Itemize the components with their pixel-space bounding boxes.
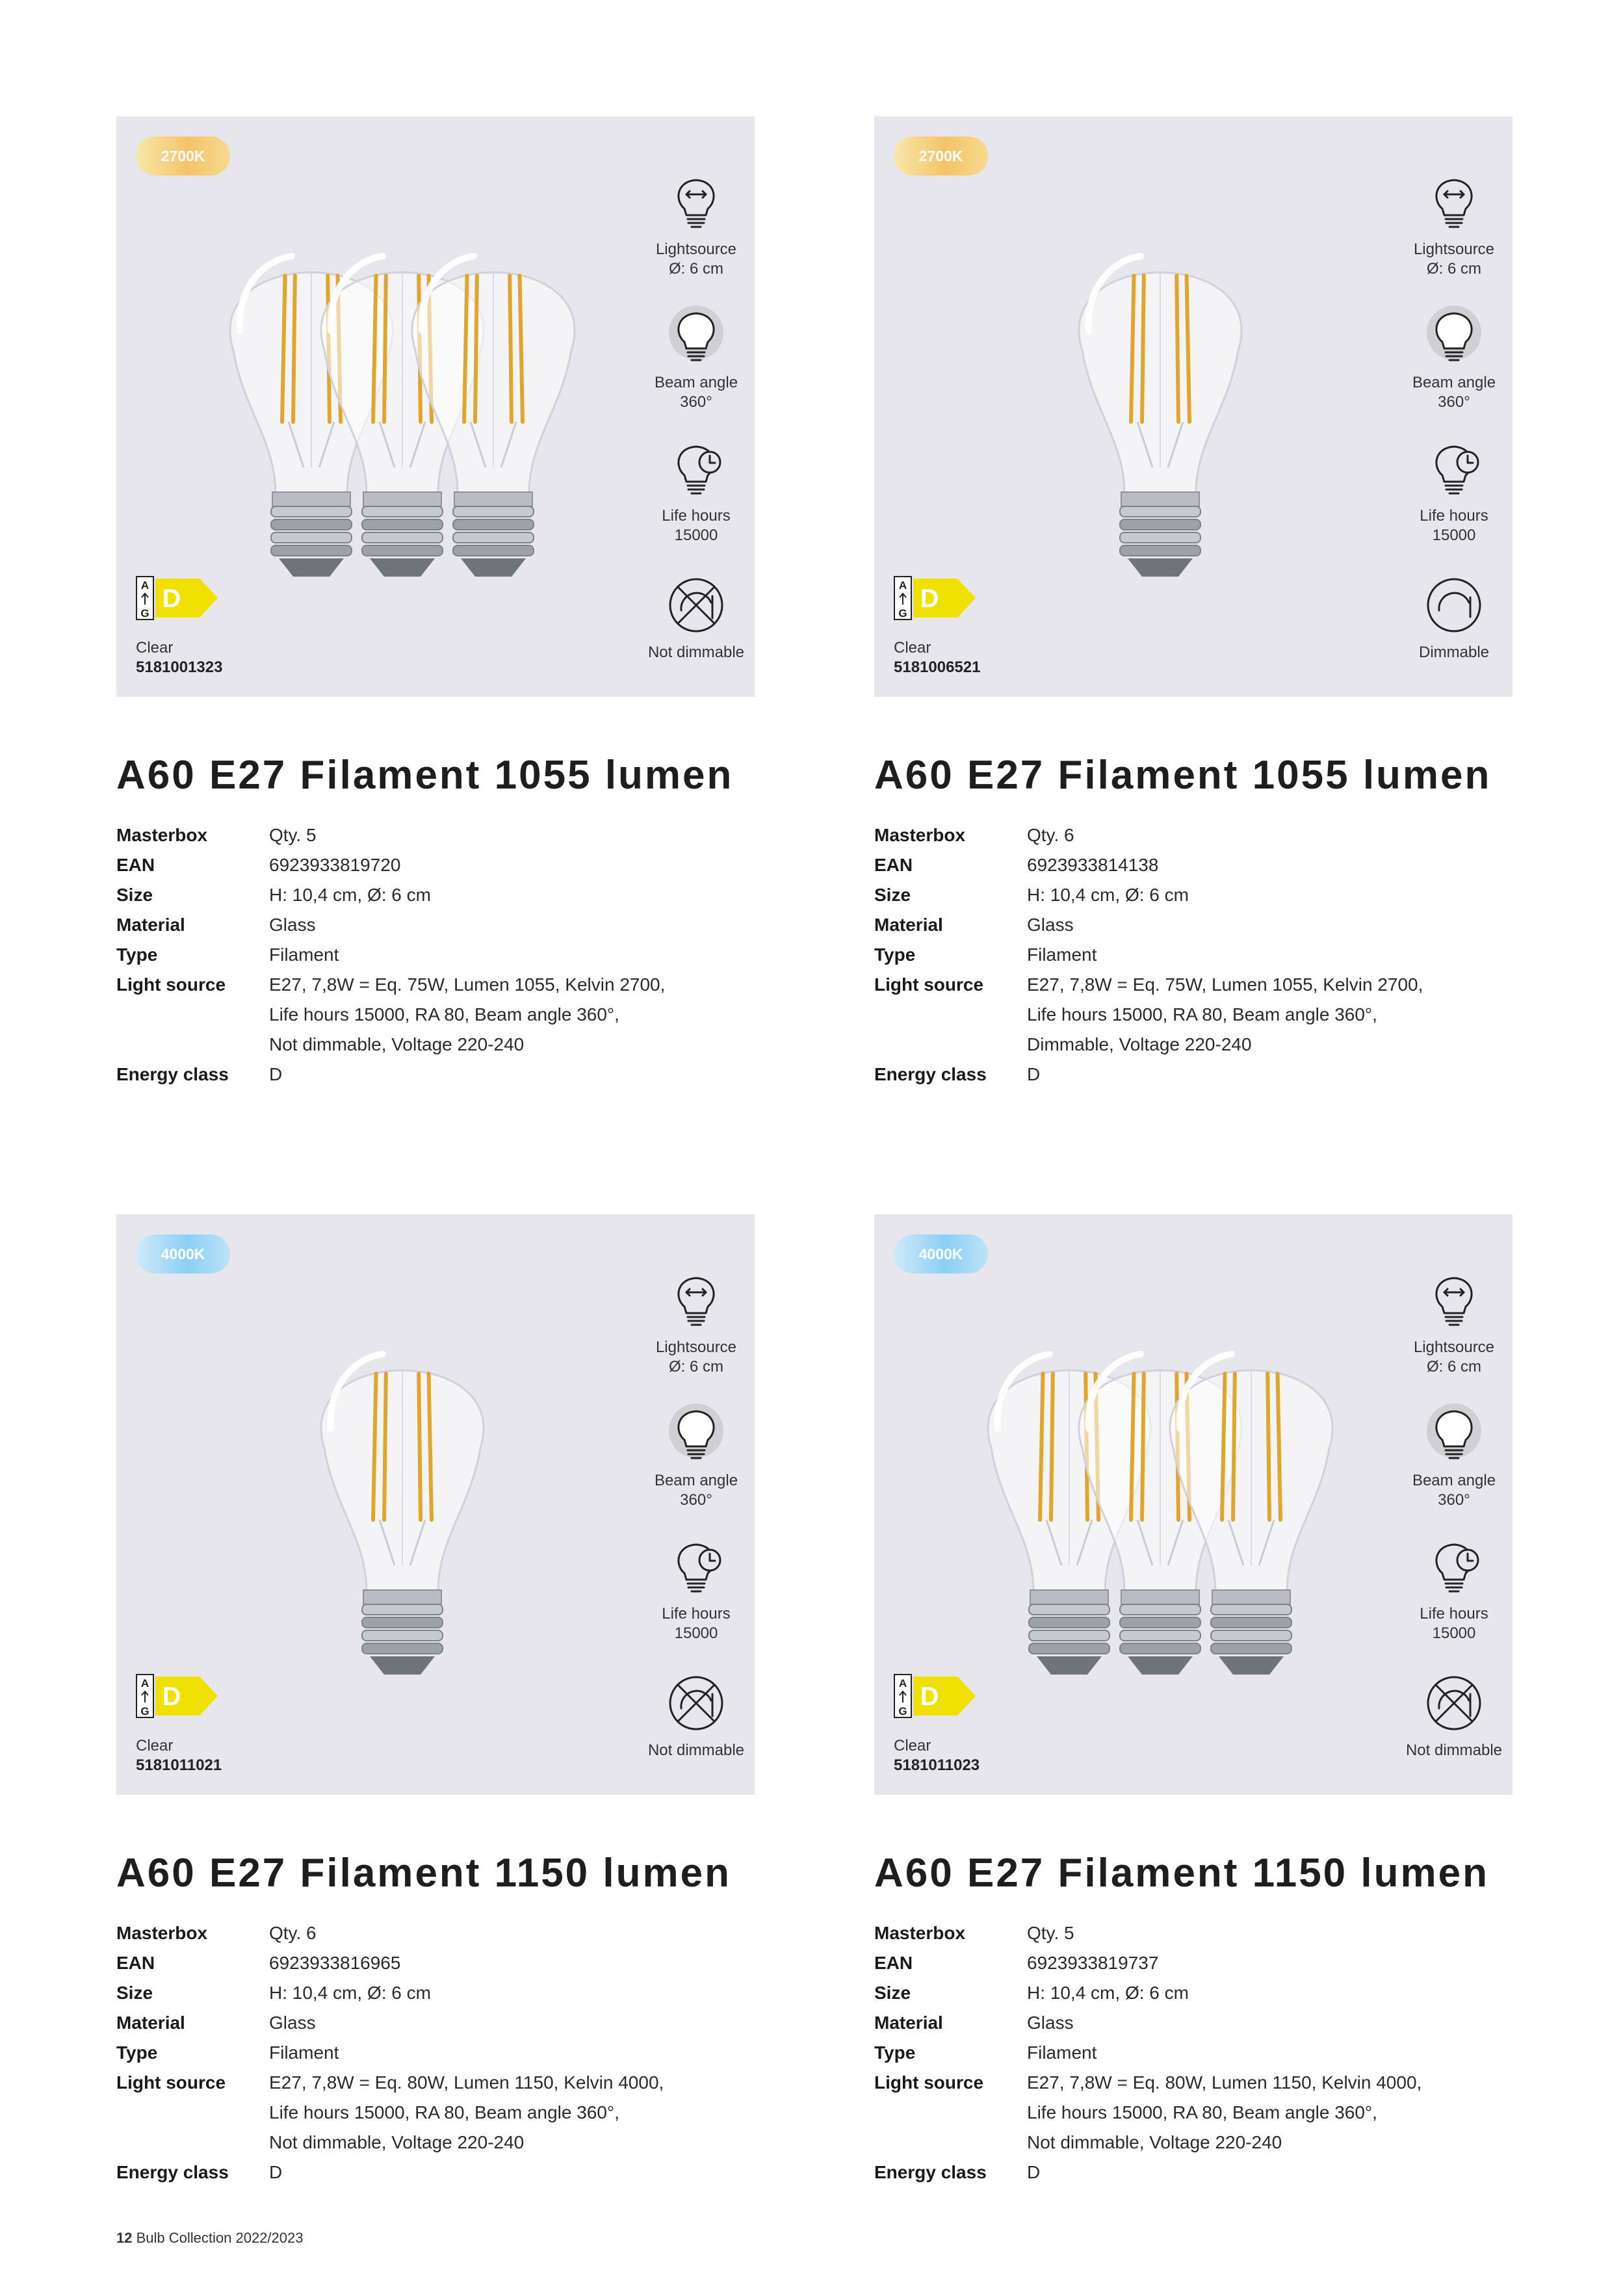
spec-value — [1027, 970, 1513, 1060]
publication-title: Bulb Collection 2022/2023 — [136, 2230, 304, 2246]
spec-label: Type — [116, 2042, 158, 2063]
spec-row — [116, 1060, 755, 1089]
product-card-1 — [116, 116, 755, 1089]
bulb-drawing — [920, 1292, 1401, 1721]
spec-value-line: E27, 7,8W = Eq. 75W, Lumen 1055, Kelvin 2700, — [1027, 974, 1423, 995]
finish-label: Clear — [894, 639, 931, 657]
bulb-diameter-icon — [1425, 1266, 1483, 1338]
product-title: A60 E27 Filament 1055 lumen — [116, 753, 734, 798]
feature-life-hours — [1396, 1533, 1513, 1643]
feature-label: 360° — [680, 393, 712, 411]
spec-value-line: E27, 7,8W = Eq. 75W, Lumen 1055, Kelvin 2700, — [269, 974, 666, 995]
spec-value-line: H: 10,4 cm, Ø: 6 cm — [1027, 885, 1189, 905]
feature-not-dimmable — [638, 571, 755, 662]
spec-label: Material — [116, 915, 185, 935]
spec-label: Energy class — [116, 1064, 229, 1084]
spec-value — [269, 1918, 755, 1948]
product-code: 5181006521 — [894, 659, 981, 676]
product-code: 5181011023 — [894, 1756, 980, 1774]
spec-value — [269, 880, 755, 910]
spec-value — [1027, 2038, 1513, 2068]
product-image-panel — [874, 116, 1513, 697]
spec-value-line: D — [1027, 2162, 1041, 2182]
spec-value-line: H: 10,4 cm, Ø: 6 cm — [269, 1983, 431, 2003]
spec-value-line: Filament — [1027, 2042, 1097, 2063]
spec-row — [874, 2068, 1513, 2158]
bulb-diameter-icon — [667, 168, 725, 240]
spec-value-line: 6923933819737 — [1027, 1953, 1159, 1973]
kelvin-badge: 2700K — [894, 137, 988, 176]
spec-row — [874, 2158, 1513, 2187]
feature-beam-angle — [1396, 1400, 1513, 1510]
feature-bulb-diameter — [638, 1266, 755, 1377]
feature-label: 15000 — [674, 1624, 718, 1642]
not-dimmable-icon — [1425, 1669, 1483, 1741]
spec-table — [116, 820, 755, 1089]
feature-beam-angle — [638, 1400, 755, 1510]
spec-label: Size — [116, 885, 153, 905]
feature-label: 360° — [1438, 393, 1470, 411]
spec-value — [269, 2068, 755, 2158]
spec-value-line: Glass — [1027, 2013, 1074, 2033]
spec-value-line: Life hours 15000, RA 80, Beam angle 360°, — [269, 2102, 619, 2122]
spec-row — [116, 970, 755, 1060]
product-title: A60 E27 Filament 1150 lumen — [874, 1851, 1489, 1896]
page-footer — [116, 2230, 303, 2247]
finish-label: Clear — [136, 1737, 174, 1755]
spec-value — [1027, 850, 1513, 880]
energy-scale-bottom: G — [140, 1705, 149, 1717]
spec-row — [116, 1918, 755, 1948]
spec-label: Light source — [874, 2072, 984, 2093]
spec-label: Type — [874, 2042, 916, 2063]
feature-label: Life hours — [1420, 1605, 1488, 1623]
energy-class-arrow — [894, 1674, 978, 1719]
spec-row — [874, 820, 1513, 850]
spec-value — [1027, 940, 1513, 970]
bulb-illustration — [162, 1292, 643, 1721]
feature-label: 15000 — [674, 527, 718, 544]
spec-label: Energy class — [116, 2162, 229, 2182]
spec-value — [269, 1948, 755, 1978]
spec-row — [874, 1978, 1513, 2008]
feature-bulb-diameter — [1396, 1266, 1513, 1377]
energy-label-icon — [136, 1674, 220, 1723]
spec-value-line: Filament — [269, 945, 339, 965]
spec-value-line: D — [269, 1064, 283, 1084]
feature-label: Life hours — [662, 1605, 731, 1623]
spec-value-line: Life hours 15000, RA 80, Beam angle 360°, — [269, 1004, 619, 1024]
kelvin-badge: 4000K — [136, 1234, 230, 1273]
product-card-2 — [874, 116, 1513, 1089]
energy-scale-top: A — [140, 579, 149, 592]
spec-label: Type — [874, 945, 916, 965]
spec-value-line: H: 10,4 cm, Ø: 6 cm — [1027, 1983, 1189, 2003]
feature-dimmable — [1396, 571, 1513, 662]
spec-value-line: E27, 7,8W = Eq. 80W, Lumen 1150, Kelvin 4000, — [1027, 2072, 1422, 2093]
spec-label: Size — [874, 885, 911, 905]
spec-label: EAN — [116, 1953, 155, 1973]
beam-angle-icon — [1425, 1400, 1483, 1471]
spec-value-line: Filament — [269, 2042, 339, 2063]
spec-value — [1027, 1978, 1513, 2008]
spec-label: Material — [874, 2013, 943, 2033]
spec-label: Light source — [116, 974, 226, 995]
energy-class-arrow — [894, 576, 978, 621]
spec-value — [1027, 2158, 1513, 2187]
spec-value — [269, 970, 755, 1060]
spec-value-line: Not dimmable, Voltage 220-240 — [1027, 2132, 1282, 2152]
spec-table — [874, 1918, 1513, 2187]
spec-row — [116, 1978, 755, 2008]
spec-row — [874, 2038, 1513, 2068]
spec-value-line: Glass — [269, 915, 316, 935]
life-hours-icon — [667, 1533, 725, 1604]
product-image-panel — [116, 1214, 755, 1795]
feature-label: 15000 — [1432, 527, 1476, 544]
feature-label: Not dimmable — [647, 1742, 745, 1759]
spec-value — [269, 940, 755, 970]
spec-label: Masterbox — [116, 825, 208, 845]
not-dimmable-icon — [667, 571, 725, 643]
energy-scale-top: A — [898, 579, 907, 592]
spec-value — [1027, 880, 1513, 910]
spec-row — [874, 910, 1513, 940]
product-title: A60 E27 Filament 1150 lumen — [116, 1851, 731, 1896]
spec-row — [116, 850, 755, 880]
spec-value — [269, 2008, 755, 2038]
product-code: 5181011021 — [136, 1756, 222, 1774]
spec-value-line: Not dimmable, Voltage 220-240 — [269, 1034, 525, 1054]
spec-table — [874, 820, 1513, 1089]
feature-label: Beam angle — [1412, 374, 1496, 391]
spec-row — [116, 1948, 755, 1978]
spec-value-line: 6923933814138 — [1027, 855, 1159, 875]
page-number: 12 — [116, 2230, 133, 2246]
spec-row — [116, 940, 755, 970]
kelvin-badge: 2700K — [136, 137, 230, 176]
feature-life-hours — [638, 1533, 755, 1643]
spec-row — [116, 820, 755, 850]
feature-label: Lightsource — [1413, 241, 1495, 258]
spec-label: Masterbox — [874, 1923, 966, 1943]
spec-row — [116, 2068, 755, 2158]
energy-scale-bottom: G — [140, 607, 149, 620]
spec-label: EAN — [874, 855, 913, 875]
feature-life-hours — [1396, 435, 1513, 545]
energy-label-icon — [894, 1674, 978, 1723]
spec-value-line: H: 10,4 cm, Ø: 6 cm — [269, 885, 431, 905]
spec-row — [116, 880, 755, 910]
product-image-panel — [874, 1214, 1513, 1795]
feature-label: Ø: 6 cm — [1426, 1358, 1481, 1376]
spec-row — [874, 970, 1513, 1060]
feature-beam-angle — [1396, 302, 1513, 412]
feature-label: Ø: 6 cm — [1426, 260, 1481, 278]
beam-angle-icon — [1425, 302, 1483, 373]
energy-scale-bottom: G — [898, 607, 907, 620]
spec-value — [269, 1060, 755, 1089]
feature-label: Beam angle — [654, 1472, 738, 1489]
spec-label: Size — [116, 1983, 153, 2003]
spec-row — [874, 1060, 1513, 1089]
not-dimmable-icon — [667, 1669, 725, 1741]
beam-angle-icon — [667, 302, 725, 373]
spec-value — [269, 2158, 755, 2187]
product-card-4 — [874, 1214, 1513, 2187]
spec-row — [116, 2008, 755, 2038]
life-hours-icon — [667, 435, 725, 506]
feature-not-dimmable — [1396, 1669, 1513, 1760]
spec-row — [874, 2008, 1513, 2038]
spec-value — [269, 820, 755, 850]
spec-value-line: Dimmable, Voltage 220-240 — [1027, 1034, 1252, 1054]
spec-label: Material — [116, 2013, 185, 2033]
spec-value-line: Life hours 15000, RA 80, Beam angle 360°, — [1027, 1004, 1377, 1024]
spec-value — [269, 1978, 755, 2008]
spec-label: Light source — [874, 974, 984, 995]
spec-value-line: Qty. 6 — [1027, 825, 1074, 845]
spec-value-line: Glass — [269, 2013, 316, 2033]
spec-label: Energy class — [874, 1064, 987, 1084]
finish-label: Clear — [894, 1737, 931, 1755]
bulb-illustration — [920, 1292, 1401, 1721]
spec-value-line: 6923933816965 — [269, 1953, 401, 1973]
spec-value-line: D — [1027, 1064, 1041, 1084]
spec-label: Masterbox — [116, 1923, 208, 1943]
spec-value — [1027, 1918, 1513, 1948]
feature-label: Life hours — [662, 507, 731, 525]
kelvin-badge: 4000K — [894, 1234, 988, 1273]
feature-label: 15000 — [1432, 1624, 1476, 1642]
spec-value — [269, 910, 755, 940]
bulb-drawing — [920, 194, 1401, 623]
feature-label: Lightsource — [1413, 1338, 1495, 1356]
spec-label: EAN — [874, 1953, 913, 1973]
product-code: 5181001323 — [136, 659, 223, 676]
spec-value-line: Life hours 15000, RA 80, Beam angle 360°, — [1027, 2102, 1377, 2122]
life-hours-icon — [1425, 1533, 1483, 1604]
feature-label: Ø: 6 cm — [668, 1358, 723, 1376]
spec-row — [874, 850, 1513, 880]
feature-label: 360° — [680, 1491, 712, 1509]
dimmable-icon — [1425, 571, 1483, 643]
feature-label: Dimmable — [1418, 644, 1490, 661]
product-title: A60 E27 Filament 1055 lumen — [874, 753, 1492, 798]
spec-row — [874, 880, 1513, 910]
finish-label: Clear — [136, 639, 174, 657]
spec-value-line: Filament — [1027, 945, 1097, 965]
feature-bulb-diameter — [1396, 168, 1513, 279]
spec-label: Energy class — [874, 2162, 987, 2182]
energy-class-arrow — [136, 1674, 220, 1719]
feature-label: Lightsource — [655, 1338, 737, 1356]
feature-label: 360° — [1438, 1491, 1470, 1509]
feature-label: Lightsource — [655, 241, 737, 258]
bulb-illustration — [920, 194, 1401, 623]
bulb-diameter-icon — [667, 1266, 725, 1338]
spec-value-line: Qty. 5 — [269, 825, 317, 845]
spec-row — [874, 1918, 1513, 1948]
spec-value-line: Qty. 6 — [269, 1923, 317, 1943]
feature-label: Beam angle — [1412, 1472, 1496, 1489]
energy-label-icon — [894, 576, 978, 625]
spec-label: Light source — [116, 2072, 226, 2093]
spec-value — [1027, 910, 1513, 940]
spec-label: Size — [874, 1983, 911, 2003]
feature-label: Ø: 6 cm — [668, 260, 723, 278]
spec-value — [269, 850, 755, 880]
spec-value — [1027, 820, 1513, 850]
spec-value — [1027, 1948, 1513, 1978]
spec-value-line: 6923933819720 — [269, 855, 401, 875]
feature-bulb-diameter — [638, 168, 755, 279]
spec-label: Material — [874, 915, 943, 935]
spec-row — [874, 940, 1513, 970]
feature-not-dimmable — [638, 1669, 755, 1760]
feature-label: Life hours — [1420, 507, 1488, 525]
feature-label: Beam angle — [654, 374, 738, 391]
spec-row — [116, 2158, 755, 2187]
spec-value — [269, 2038, 755, 2068]
spec-value-line: E27, 7,8W = Eq. 80W, Lumen 1150, Kelvin 4000, — [269, 2072, 664, 2093]
feature-beam-angle — [638, 302, 755, 412]
spec-value — [1027, 2068, 1513, 2158]
energy-class-letter: D — [162, 584, 181, 613]
spec-value — [1027, 1060, 1513, 1089]
product-image-panel — [116, 116, 755, 697]
bulb-illustration — [162, 194, 643, 623]
energy-label-icon — [136, 576, 220, 625]
spec-value-line: Not dimmable, Voltage 220-240 — [269, 2132, 525, 2152]
spec-row — [116, 910, 755, 940]
product-card-3 — [116, 1214, 755, 2187]
bulb-drawing — [162, 194, 643, 623]
energy-scale-bottom: G — [898, 1705, 907, 1717]
energy-class-letter: D — [162, 1682, 181, 1711]
bulb-diameter-icon — [1425, 168, 1483, 240]
energy-scale-top: A — [140, 1677, 149, 1689]
spec-row — [116, 2038, 755, 2068]
spec-label: Type — [116, 945, 158, 965]
energy-scale-top: A — [898, 1677, 907, 1689]
spec-label: Masterbox — [874, 825, 966, 845]
spec-table — [116, 1918, 755, 2187]
feature-label: Not dimmable — [1405, 1742, 1503, 1759]
life-hours-icon — [1425, 435, 1483, 506]
feature-life-hours — [638, 435, 755, 545]
spec-row — [874, 1948, 1513, 1978]
spec-value — [1027, 2008, 1513, 2038]
feature-label: Not dimmable — [647, 644, 745, 661]
energy-class-letter: D — [920, 584, 939, 613]
energy-class-arrow — [136, 576, 220, 621]
bulb-drawing — [162, 1292, 643, 1721]
spec-value-line: Qty. 5 — [1027, 1923, 1074, 1943]
beam-angle-icon — [667, 1400, 725, 1471]
energy-class-letter: D — [920, 1682, 939, 1711]
spec-value-line: D — [269, 2162, 283, 2182]
spec-label: EAN — [116, 855, 155, 875]
spec-value-line: Glass — [1027, 915, 1074, 935]
